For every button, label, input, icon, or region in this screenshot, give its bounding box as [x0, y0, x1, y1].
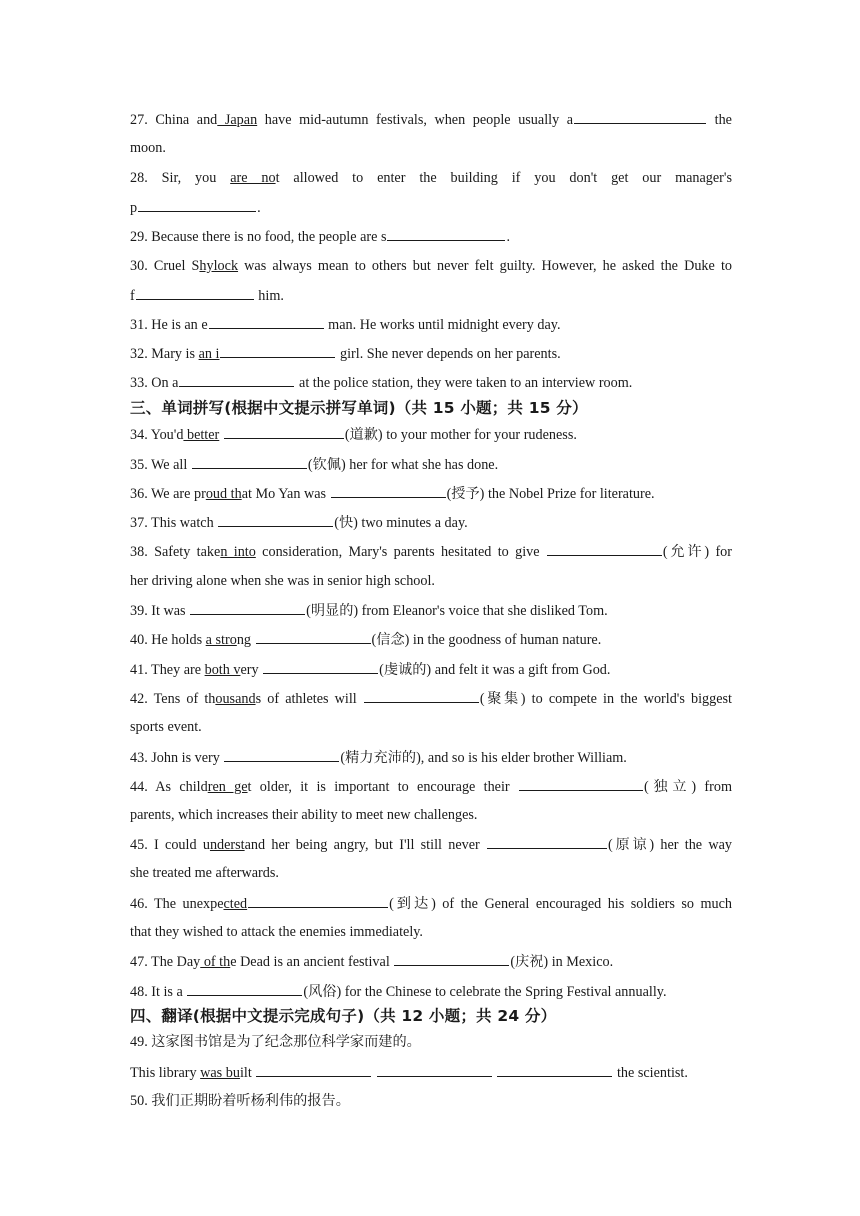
- q35-suffix: her for what she has done.: [345, 457, 499, 473]
- q30-prefix: f: [130, 288, 135, 304]
- q35-answer-blank[interactable]: [192, 455, 307, 469]
- q34-hint: (道歉): [344, 427, 383, 443]
- section-4-heading: 四、翻译(根据中文提示完成句子)（共 12 小题；共 24 分）: [130, 1007, 557, 1025]
- question-43: [130, 748, 732, 767]
- q35-text: 35. We all: [130, 457, 191, 473]
- q32-text: 32. Mary is: [130, 346, 199, 362]
- q36-text-2: at Mo Yan was: [241, 486, 330, 502]
- q38-hint: (允许): [662, 544, 710, 560]
- q40-answer-blank[interactable]: [256, 630, 371, 644]
- q32-suffix: girl. She never depends on her parents.: [336, 346, 561, 362]
- q42-text-2: s of athletes will: [255, 691, 363, 707]
- q39-answer-blank[interactable]: [190, 601, 305, 615]
- q40-underlined: a stro: [205, 632, 237, 648]
- question-39: [130, 601, 732, 620]
- q45-text-2: and her being angry, but I'll still never: [244, 837, 487, 853]
- q44-text-2: t older, it is important to encourage their: [247, 779, 518, 795]
- q42-text: 42. Tens of th: [130, 691, 216, 707]
- q39-text: 39. It was: [130, 603, 190, 619]
- question-29: [130, 227, 732, 246]
- q46-text: 46. The unexpe: [130, 896, 224, 912]
- q49-text: This library: [130, 1065, 201, 1081]
- q33-answer-blank[interactable]: [179, 373, 294, 387]
- q28-suffix: .: [257, 200, 261, 216]
- question-48: [130, 982, 732, 1001]
- q35-hint: (钦佩): [307, 457, 346, 473]
- q45-text: 45. I could u: [130, 837, 210, 853]
- q28-text-2: t allowed to enter the building if you don't get our manager's: [275, 170, 732, 186]
- q36-text: 36. We are pr: [130, 486, 206, 502]
- q34-text: 34. You'd: [130, 427, 184, 443]
- question-30: [130, 257, 732, 275]
- question-30-cont: [130, 286, 732, 305]
- question-27-cont: moon.: [130, 140, 166, 156]
- q38-suffix: for: [709, 544, 732, 560]
- question-45-cont: she treated me afterwards.: [130, 865, 279, 881]
- q30-underlined: hylock: [199, 258, 239, 274]
- section-3-heading: 三、单词拼写(根据中文提示拼写单词)（共 15 小题；共 15 分）: [130, 399, 588, 417]
- q44-suffix: from: [696, 779, 732, 795]
- q36-suffix: the Nobel Prize for literature.: [484, 486, 655, 502]
- q31-text: 31. He is an e: [130, 317, 208, 333]
- question-44-cont: parents, which increases their ability to meet new challenges.: [130, 807, 478, 823]
- q40-hint: (信念): [371, 632, 410, 648]
- q43-hint: (精力充沛的): [340, 750, 421, 766]
- q30-text: 30. Cruel S: [130, 258, 200, 274]
- question-42-cont: sports event.: [130, 719, 202, 735]
- q38-text: 38. Safety take: [130, 544, 221, 560]
- q27-text: 27. China and: [130, 112, 218, 128]
- q48-answer-blank[interactable]: [187, 982, 302, 996]
- q34-underlined: better: [183, 427, 220, 443]
- q37-suffix: two minutes a day.: [357, 515, 468, 531]
- q39-suffix: from Eleanor's voice that she disliked Tom.: [358, 603, 608, 619]
- q37-text: 37. This watch: [130, 515, 218, 531]
- q37-hint: (快): [334, 515, 358, 531]
- question-46: [130, 894, 732, 913]
- q41-answer-blank[interactable]: [263, 660, 378, 674]
- q41-text: 41. They are: [130, 662, 205, 678]
- q39-hint: (明显的): [306, 603, 359, 619]
- question-35: [130, 455, 732, 474]
- q48-text: 48. It is a: [130, 984, 187, 1000]
- q45-answer-blank[interactable]: [487, 835, 607, 849]
- q40-text-2: ng: [236, 632, 255, 648]
- question-45: [130, 835, 732, 854]
- question-47: [130, 952, 732, 971]
- q44-hint: (独立): [643, 779, 697, 795]
- q49-answer-blank-2[interactable]: [377, 1063, 492, 1077]
- q31-answer-blank[interactable]: [209, 315, 324, 329]
- q27-underlined: Japan: [217, 112, 258, 128]
- q28-answer-blank[interactable]: [138, 198, 256, 212]
- q47-hint: (庆祝): [510, 954, 549, 970]
- question-27: [130, 110, 732, 129]
- question-28-cont: [130, 198, 732, 217]
- q28-text: 28. Sir, you: [130, 170, 231, 186]
- q36-underlined: oud th: [205, 486, 242, 502]
- q36-hint: (授予): [446, 486, 485, 502]
- question-42: [130, 689, 732, 708]
- q40-suffix: in the goodness of human nature.: [409, 632, 602, 648]
- question-33: [130, 373, 732, 392]
- question-34: [130, 425, 732, 444]
- q49-answer-blank-3[interactable]: [497, 1063, 612, 1077]
- q47-answer-blank[interactable]: [394, 952, 509, 966]
- question-41: [130, 660, 732, 679]
- q46-answer-blank[interactable]: [248, 894, 388, 908]
- q38-underlined: n into: [220, 544, 256, 560]
- q42-underlined: ousand: [215, 691, 256, 707]
- q44-answer-blank[interactable]: [519, 777, 643, 791]
- q27-text-3: the: [707, 112, 732, 128]
- question-49-prompt: 49. 这家图书馆是为了纪念那位科学家而建的。: [130, 1034, 421, 1050]
- question-50-prompt: 50. 我们正期盼着听杨利伟的报告。: [130, 1093, 350, 1109]
- question-28: [130, 169, 732, 187]
- q28-underlined: are no: [230, 170, 276, 186]
- q30-suffix: him.: [254, 288, 284, 304]
- q43-suffix: , and so is his elder brother William.: [420, 750, 627, 766]
- q34-answer-blank[interactable]: [224, 425, 344, 439]
- q29-text: 29. Because there is no food, the people are s: [130, 229, 387, 245]
- q27-text-2: have mid-autumn festivals, when people usually a: [257, 112, 574, 128]
- question-37: [130, 513, 732, 532]
- q27-answer-blank[interactable]: [574, 110, 706, 124]
- q47-underlined: of th: [200, 954, 231, 970]
- q37-answer-blank[interactable]: [218, 513, 333, 527]
- q43-text: 43. John is very: [130, 750, 224, 766]
- question-38: [130, 542, 732, 561]
- q46-hint: (到达): [389, 896, 436, 912]
- q34-gap: [219, 427, 223, 443]
- q43-answer-blank[interactable]: [224, 748, 339, 762]
- q41-underlined: both v: [204, 662, 241, 678]
- q48-suffix: for the Chinese to celebrate the Spring Festival annually.: [341, 984, 667, 1000]
- q34-suffix: to your mother for your rudeness.: [382, 427, 577, 443]
- q44-underlined: ren ge: [207, 779, 248, 795]
- q32-answer-blank[interactable]: [220, 344, 335, 358]
- q41-text-2: ery: [240, 662, 263, 678]
- q49-suffix: the scientist.: [613, 1065, 688, 1081]
- q30-answer-blank[interactable]: [136, 286, 254, 300]
- q49-text-2: ilt: [239, 1065, 256, 1081]
- question-40: [130, 630, 732, 649]
- q40-text: 40. He holds: [130, 632, 206, 648]
- q31-suffix: man. He works until midnight every day.: [324, 317, 561, 333]
- q29-answer-blank[interactable]: [387, 227, 505, 241]
- q44-text: 44. As child: [130, 779, 208, 795]
- q47-text: 47. The Day: [130, 954, 201, 970]
- q49-answer-blank-1[interactable]: [256, 1063, 371, 1077]
- q33-text: 33. On a: [130, 375, 179, 391]
- q42-hint: (聚集): [479, 691, 526, 707]
- q45-hint: (原谅): [608, 837, 655, 853]
- question-49: [130, 1063, 732, 1082]
- q33-suffix: at the police station, they were taken to an interview room.: [295, 375, 633, 391]
- q41-suffix: and felt it was a gift from God.: [431, 662, 611, 678]
- q36-answer-blank[interactable]: [331, 484, 446, 498]
- q42-suffix: to compete in the world's biggest: [525, 691, 733, 707]
- q38-answer-blank[interactable]: [547, 542, 662, 556]
- q41-hint: (虔诚的): [379, 662, 432, 678]
- q42-answer-blank[interactable]: [364, 689, 479, 703]
- q48-hint: (风俗): [303, 984, 342, 1000]
- question-36: [130, 484, 732, 503]
- q29-suffix: .: [506, 229, 511, 245]
- q32-underlined: an i: [198, 346, 220, 362]
- q49-underlined: was bu: [200, 1065, 240, 1081]
- q47-suffix: in Mexico.: [548, 954, 614, 970]
- q45-underlined: nderst: [209, 837, 245, 853]
- question-31: [130, 315, 732, 334]
- question-46-cont: that they wished to attack the enemies immediately.: [130, 924, 423, 940]
- q47-text-2: e Dead is an ancient festival: [230, 954, 394, 970]
- q45-suffix: her the way: [654, 837, 733, 853]
- question-38-cont: her driving alone when she was in senior high school.: [130, 573, 435, 589]
- question-44: [130, 777, 732, 796]
- q38-text-2: consideration, Mary's parents hesitated to give: [255, 544, 546, 560]
- q28-prefix: p: [130, 200, 138, 216]
- question-32: [130, 344, 732, 363]
- q46-underlined: cted: [223, 896, 248, 912]
- q30-text-2: was always mean to others but never felt guilty. However, he asked the Duke to: [238, 258, 732, 274]
- q46-suffix: of the General encouraged his soldiers so much: [435, 896, 733, 912]
